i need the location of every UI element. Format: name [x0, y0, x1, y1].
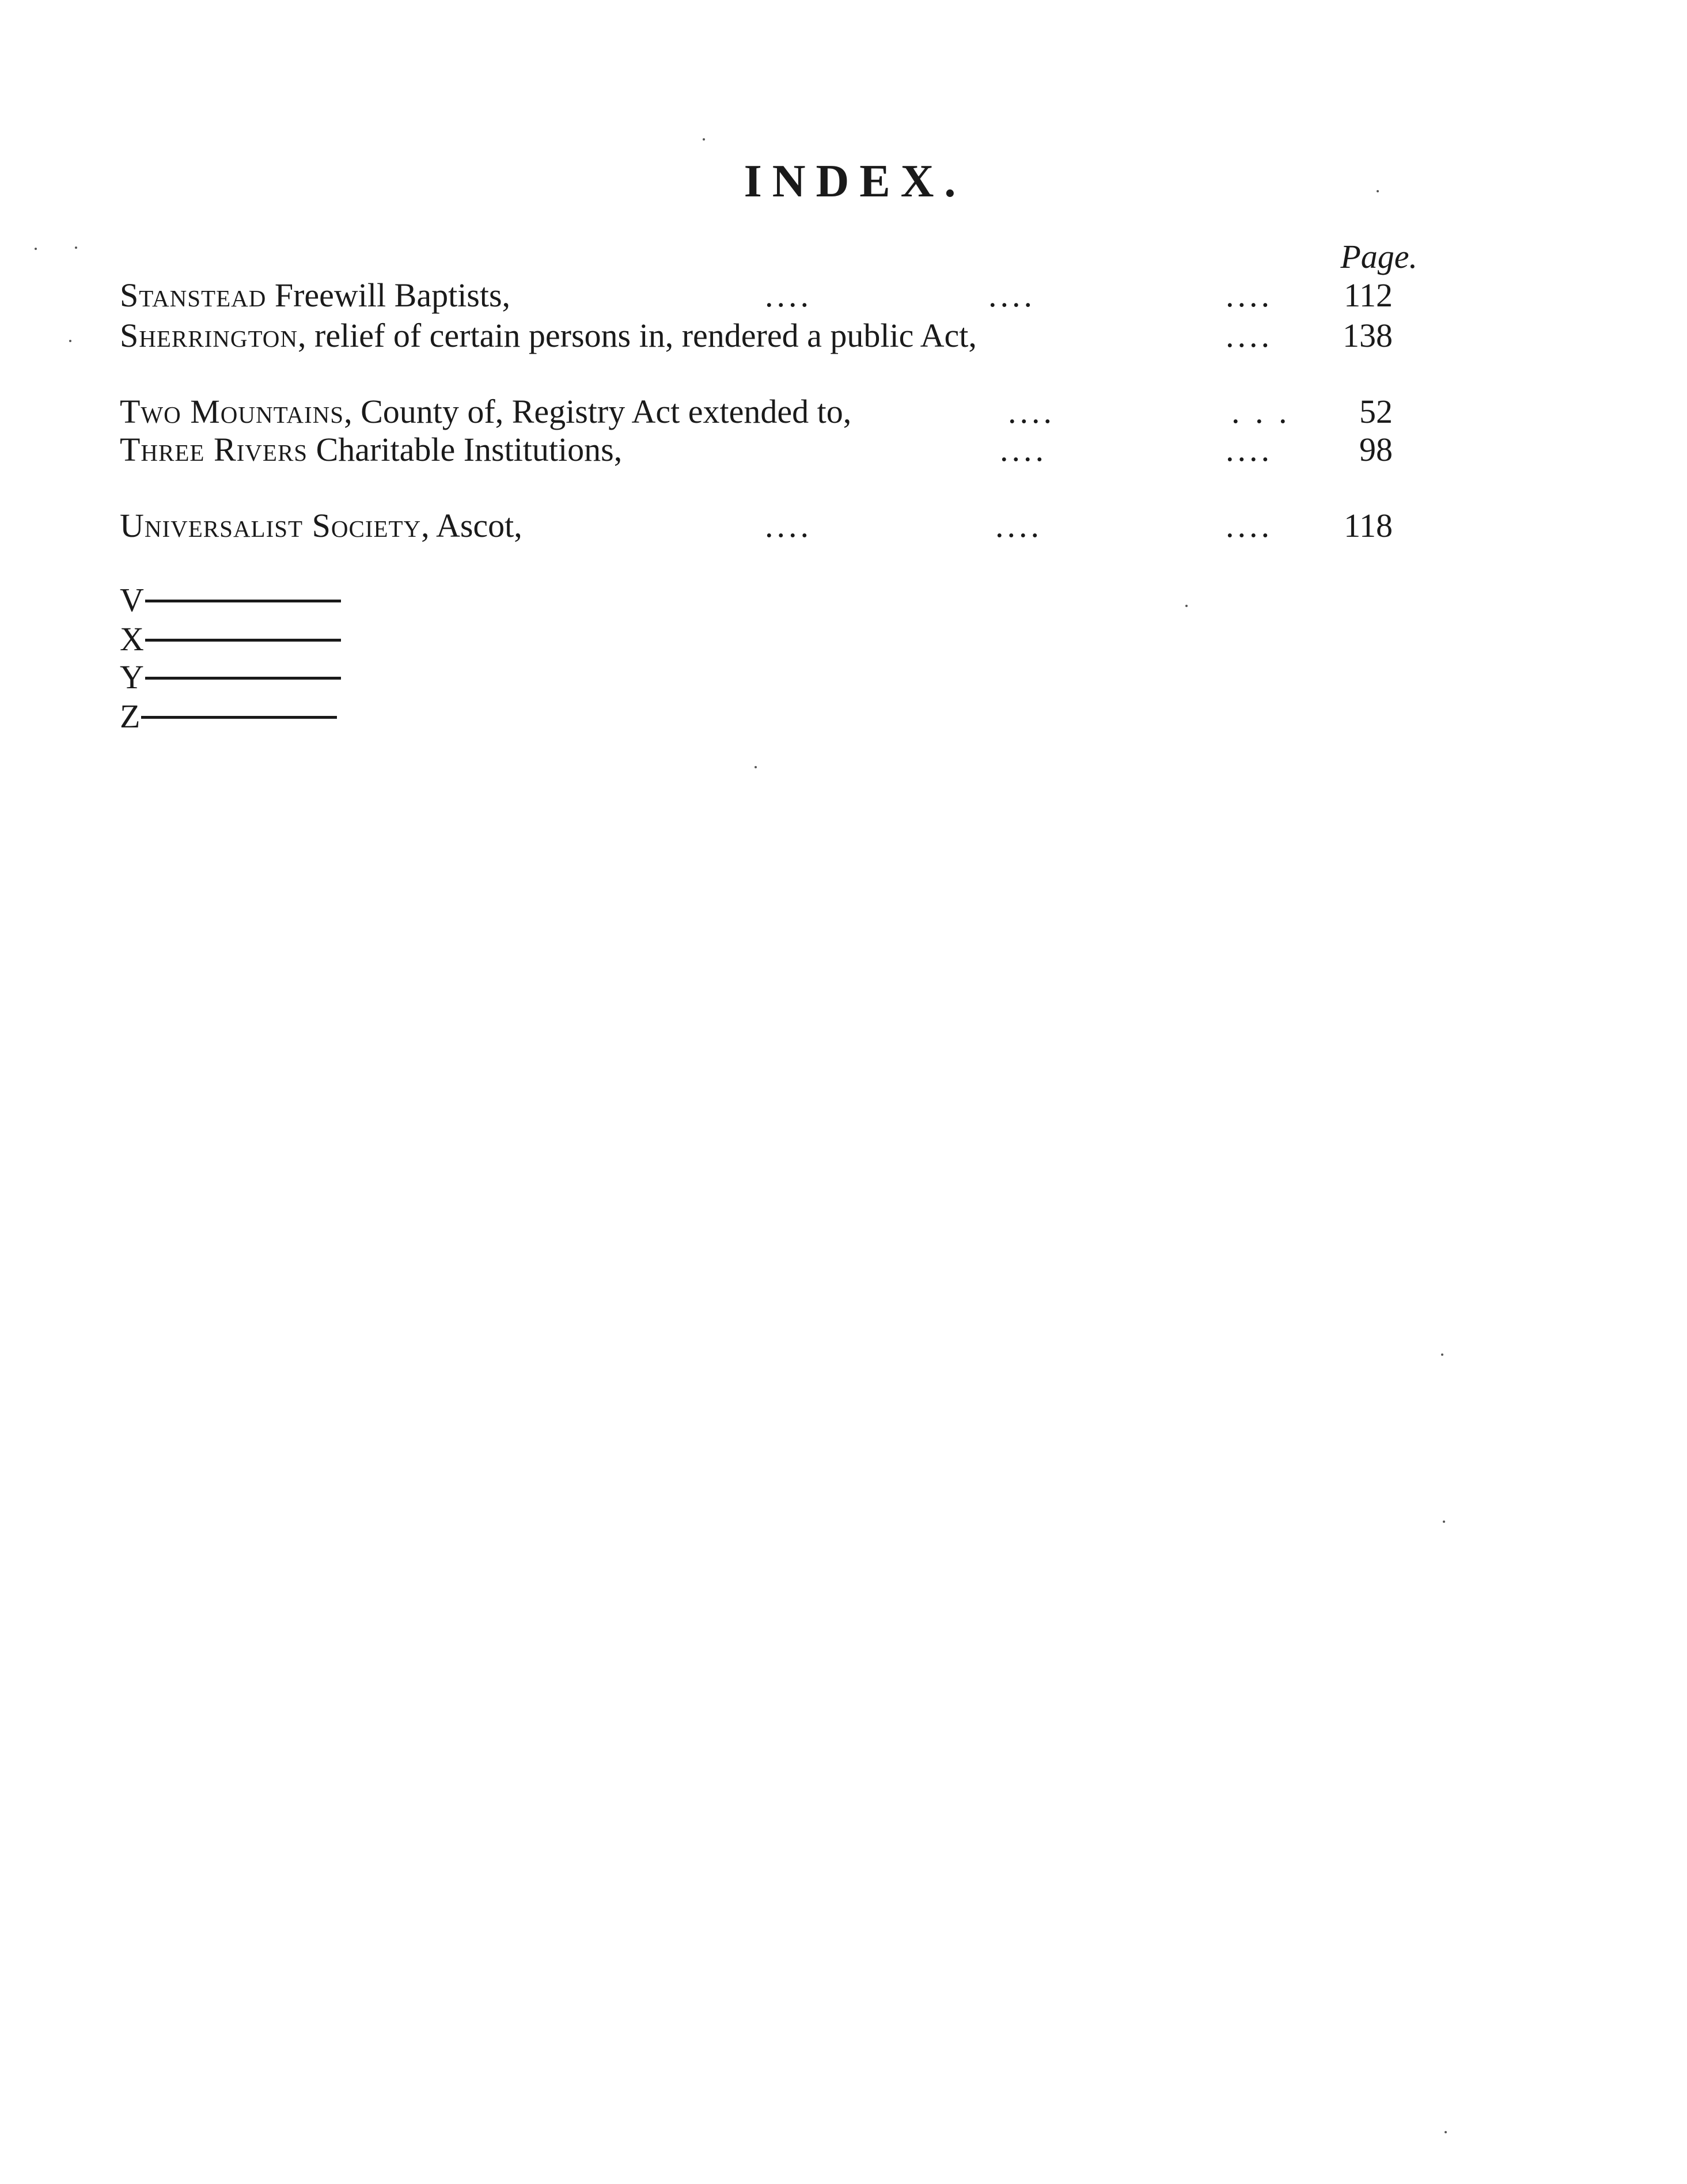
scan-speck	[1377, 190, 1379, 192]
dot-leader: ....	[765, 276, 812, 314]
letter-heading: Y	[120, 658, 144, 696]
entry-text: Freewill Baptists,	[266, 276, 511, 314]
letter-heading: X	[120, 620, 144, 658]
page-column-heading: Page.	[1340, 238, 1417, 275]
scan-speck	[35, 248, 37, 250]
index-entry	[120, 506, 1393, 546]
entry-name: Stanstead	[120, 276, 267, 314]
page-number: 112	[1344, 276, 1393, 314]
scan-speck	[1441, 1353, 1443, 1356]
placeholder-dash	[145, 600, 341, 602]
entry-text: , County of, Registry Act extended to,	[344, 393, 852, 430]
entry-name: Sherrington	[120, 317, 298, 354]
entry-name: Three Rivers	[120, 431, 308, 468]
entry-name: Universalist Society	[120, 507, 422, 544]
index-entry	[120, 392, 1393, 432]
dot-leader: ....	[1000, 431, 1047, 468]
dot-leader: ....	[1226, 276, 1273, 314]
page-number: 52	[1359, 393, 1393, 430]
page-number: 98	[1359, 431, 1393, 468]
entry-text: , Ascot,	[421, 507, 522, 544]
letter-heading: V	[120, 581, 144, 619]
letter-placeholder	[120, 697, 337, 736]
scan-speck	[1443, 1521, 1445, 1523]
placeholder-dash	[145, 677, 341, 680]
scan-speck	[703, 138, 705, 141]
dot-leader: ....	[995, 507, 1042, 544]
scan-speck	[1445, 2131, 1447, 2133]
dot-leader: ....	[765, 507, 812, 544]
scan-speck	[69, 340, 71, 342]
index-entry	[120, 316, 1393, 356]
letter-placeholder	[120, 620, 341, 659]
entry-text: Charitable Institutions,	[308, 431, 623, 468]
dot-leader: ....	[988, 276, 1036, 314]
placeholder-dash	[145, 639, 341, 642]
placeholder-dash	[141, 716, 337, 719]
letter-placeholder	[120, 658, 341, 697]
page-number: 138	[1343, 317, 1393, 354]
scan-speck	[1185, 605, 1188, 607]
entry-name: Two Mountains	[120, 393, 344, 430]
dot-leader: ....	[1226, 431, 1273, 468]
page-title: INDEX.	[744, 156, 966, 207]
scan-speck	[755, 766, 757, 768]
page-number: 118	[1344, 507, 1393, 544]
scan-speck	[75, 247, 77, 249]
index-entry	[120, 430, 1393, 470]
letter-placeholder	[120, 581, 341, 620]
entry-text: , relief of certain persons in, rendered a public Act,	[298, 317, 977, 354]
dot-leader: . . .	[1231, 393, 1291, 430]
letter-heading: Z	[120, 697, 141, 735]
dot-leader: ....	[1008, 393, 1055, 430]
dot-leader: ....	[1226, 317, 1273, 354]
index-entry	[120, 275, 1393, 316]
dot-leader: ....	[1226, 507, 1273, 544]
